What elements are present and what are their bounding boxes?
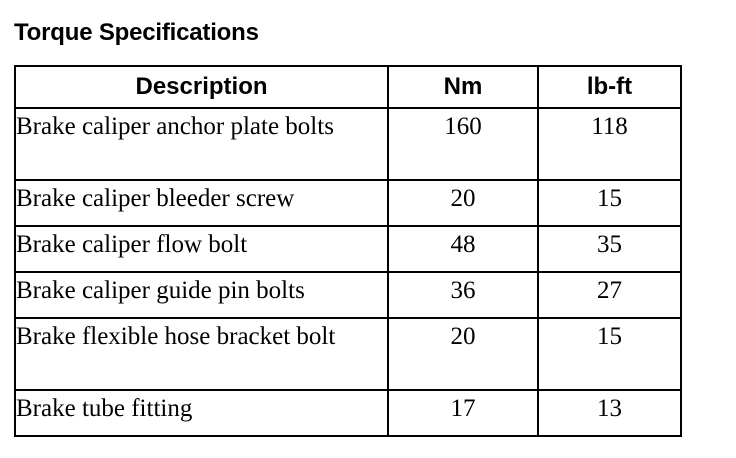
header-lb-ft: lb-ft: [538, 66, 681, 108]
nm-cell: 20: [388, 180, 538, 226]
table-row: [15, 108, 681, 180]
torque-specifications-table: [14, 65, 682, 437]
description-cell: Brake flexible hose bracket bolt: [15, 318, 388, 390]
table-row: [15, 390, 681, 436]
description-cell: Brake caliper bleeder screw: [15, 180, 388, 226]
lb-ft-cell: 27: [538, 272, 681, 318]
nm-cell: 36: [388, 272, 538, 318]
table-row: [15, 226, 681, 272]
nm-cell: 17: [388, 390, 538, 436]
description-cell: Brake caliper flow bolt: [15, 226, 388, 272]
nm-cell: 20: [388, 318, 538, 390]
lb-ft-cell: 13: [538, 390, 681, 436]
description-cell: Brake tube fitting: [15, 390, 388, 436]
header-nm: Nm: [388, 66, 538, 108]
lb-ft-cell: 118: [538, 108, 681, 180]
description-cell: Brake caliper anchor plate bolts: [15, 108, 388, 180]
description-cell: Brake caliper guide pin bolts: [15, 272, 388, 318]
page-title: Torque Specifications: [14, 19, 259, 46]
lb-ft-cell: 15: [538, 318, 681, 390]
table-row: [15, 272, 681, 318]
lb-ft-cell: 15: [538, 180, 681, 226]
table-row: [15, 180, 681, 226]
nm-cell: 48: [388, 226, 538, 272]
lb-ft-cell: 35: [538, 226, 681, 272]
nm-cell: 160: [388, 108, 538, 180]
table-row: [15, 318, 681, 390]
header-description: Description: [15, 66, 388, 108]
table-header-row: [15, 66, 681, 108]
